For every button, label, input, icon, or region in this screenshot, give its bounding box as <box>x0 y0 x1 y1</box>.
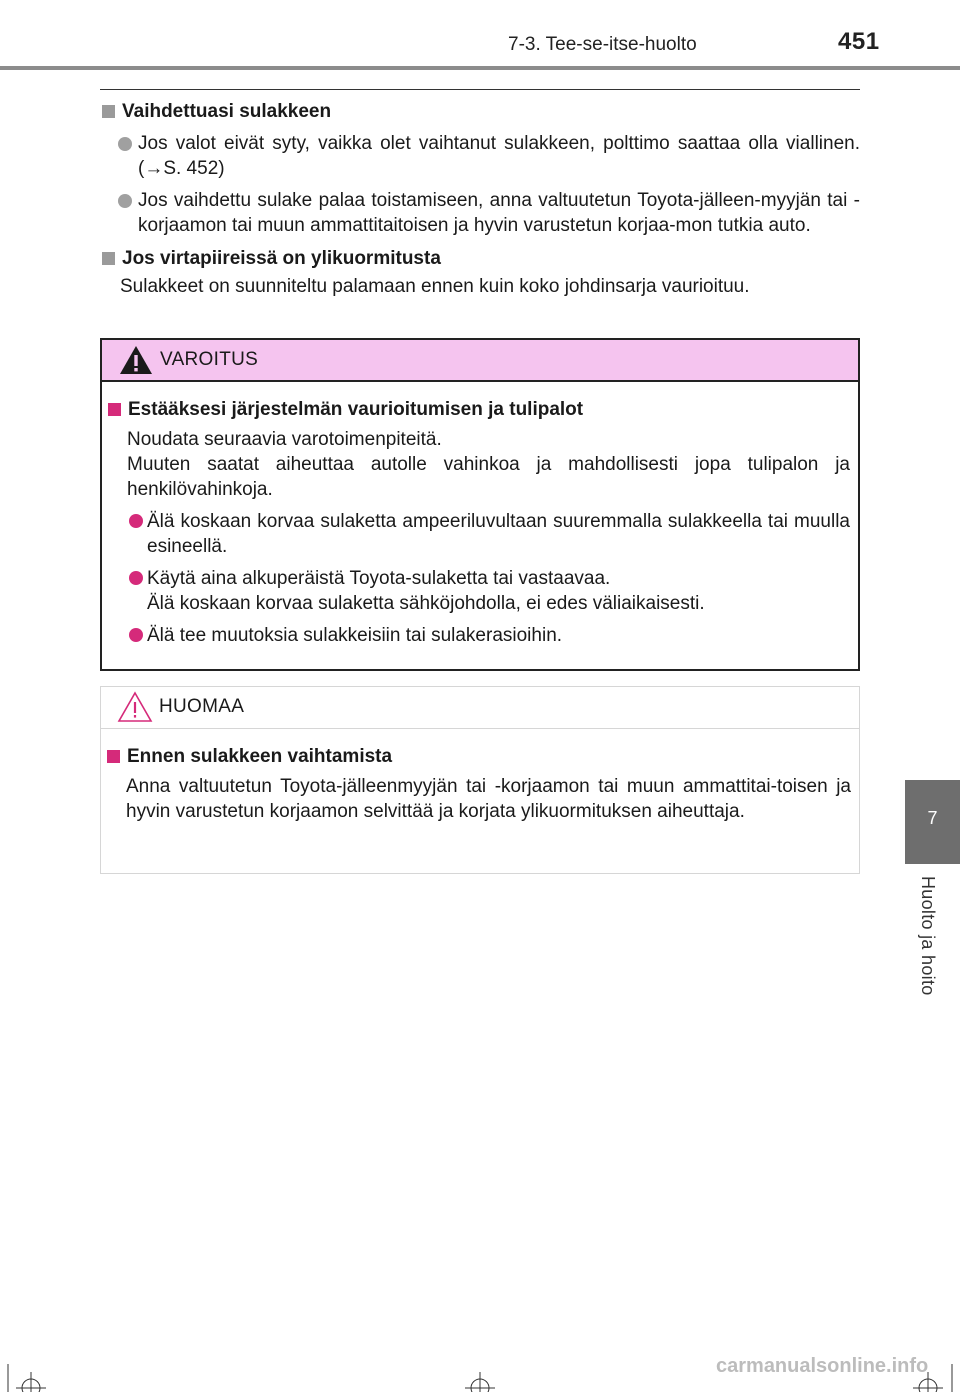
main-content <box>100 96 860 300</box>
section-heading <box>100 100 860 124</box>
chapter-tab <box>905 780 960 864</box>
warning-text-line: Noudata seuraavia varotoimenpiteitä. <box>127 429 442 450</box>
warning-header <box>102 340 858 382</box>
warning-paragraph <box>108 427 850 502</box>
list-item-text: Älä tee muutoksia sulakkeisiin tai sulakerasioihin. <box>147 625 563 646</box>
list-item-text: Älä koskaan korvaa sulaketta ampeeriluvultaan suuremmalla sulakkeella tai muulla esineellä. <box>147 511 850 557</box>
notice-heading-text: Ennen sulakkeen vaihtamista <box>127 746 393 767</box>
section-heading-text: Jos virtapiireissä on ylikuormitusta <box>122 248 441 269</box>
section-heading <box>100 247 860 271</box>
section-paragraph: Sulakkeet on suunniteltu palamaan ennen kuin koko johdinsarja vaurioituu. <box>120 276 750 297</box>
notice-box <box>100 686 860 874</box>
square-bullet-icon <box>102 105 115 118</box>
warning-heading-text: Estääksesi järjestelmän vaurioitumisen ja tulipalot <box>128 399 584 420</box>
notice-body <box>101 729 859 824</box>
list-item <box>108 623 850 648</box>
round-bullet-icon <box>129 571 143 585</box>
page-number: 451 <box>838 28 880 55</box>
warning-body <box>102 382 858 648</box>
watermark: carmanualsonline.info <box>716 1355 929 1377</box>
warning-triangle-icon <box>118 344 154 376</box>
content-top-divider <box>100 89 860 90</box>
round-bullet-icon <box>118 137 132 151</box>
list-item <box>108 509 850 559</box>
list-item-text: Jos valot eivät syty, vaikka olet vaihtanut sulakkeen, polttimo saattaa olla viallinen. (→S. 452) <box>138 133 860 179</box>
notice-paragraph: Anna valtuutetun Toyota-jälleenmyyjän tai -korjaamon tai muun ammattitai-toisen ja hyvin varustetun korjaamon selvittää ja korjata ylikuormituksen aiheuttaja. <box>126 776 851 822</box>
square-bullet-icon <box>108 403 121 416</box>
list-item <box>100 189 860 238</box>
chapter-title: Huolto ja hoito <box>918 876 938 996</box>
square-bullet-icon <box>107 750 120 763</box>
header-divider <box>0 66 960 70</box>
list-item <box>100 132 860 181</box>
section-heading-text: Vaihdettuasi sulakkeen <box>122 101 332 122</box>
warning-heading <box>108 398 850 422</box>
list-item-text: Käytä aina alkuperäistä Toyota-sulaketta tai vastaavaa. <box>147 568 611 589</box>
square-bullet-icon <box>102 252 115 265</box>
section-title: 7-3. Tee-se-itse-huolto <box>508 34 697 55</box>
warning-text-line: Muuten saatat aiheuttaa autolle vahinkoa ja mahdollisesti jopa tulipalon ja henkilövahinkoja. <box>127 454 850 500</box>
chapter-number: 7 <box>927 808 938 828</box>
warning-title: VAROITUS <box>160 349 259 370</box>
notice-title: HUOMAA <box>159 696 245 717</box>
round-bullet-icon <box>129 628 143 642</box>
list-item-text: Jos vaihdettu sulake palaa toistamiseen, anna valtuutetun Toyota-jälleen-myyjän tai -korjaamon tai muun ammattitaitoisen ja hyvin varustetun korjaa-mon tutkia auto. <box>138 190 860 236</box>
warning-box <box>100 338 860 671</box>
list-item-text: Älä koskaan korvaa sulaketta sähköjohdolla, ei edes väliaikaisesti. <box>147 593 705 614</box>
crop-marks <box>0 1358 960 1392</box>
caution-triangle-icon <box>117 691 153 723</box>
notice-heading <box>107 745 851 769</box>
notice-header <box>101 687 859 729</box>
round-bullet-icon <box>118 194 132 208</box>
list-item <box>108 566 850 616</box>
round-bullet-icon <box>129 514 143 528</box>
